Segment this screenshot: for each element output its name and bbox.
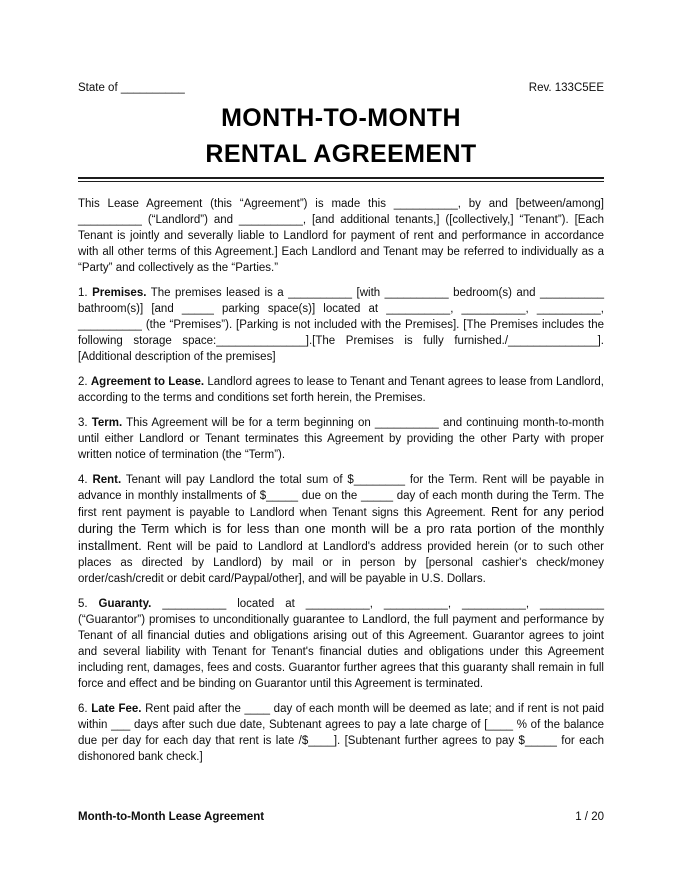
- section-6-late-fee: [78, 701, 604, 765]
- section-body: This Agreement will be for a term beginning on __________ and continuing month-to-month until either Landlord or Tenant terminates this Agreement by providing the other Party with proper written notice of termination (the “Term”).: [78, 417, 604, 461]
- section-heading: Guaranty.: [98, 598, 152, 610]
- section-number: 5.: [78, 598, 88, 610]
- section-body: The premises leased is a __________ [with __________ bedroom(s) and __________ bathroom(s)] [and _____ parking space(s)] located at __________, __________, __________, __________ (the “Premises”). [Parking is not included with the Premises]. [The Premises includes the following storage space:______________].[The Premises is fully furnished./______________]. [Additional description of the premises]: [78, 287, 604, 363]
- document-title-line1: MONTH-TO-MONTH: [221, 104, 461, 132]
- section-1-premises: [78, 285, 604, 365]
- footer-page-indicator: 1 / 20: [575, 811, 604, 823]
- section-number: 6.: [78, 703, 88, 715]
- section-body: Tenant will pay Landlord the total sum of $________ for the Term. Rent will be payable in advance in monthly installments of $_____ due on the _____ day of each month during the Term. The first rent payment is payable to Landlord when Tenant signs this Agreement.: [78, 474, 604, 519]
- document-body: [78, 196, 604, 765]
- title-divider-rule: [78, 177, 604, 182]
- document-footer: [78, 811, 604, 824]
- section-number: 4.: [78, 474, 88, 486]
- document-title-line2: RENTAL AGREEMENT: [205, 140, 477, 168]
- section-number: 1.: [78, 287, 88, 299]
- section-heading: Late Fee.: [91, 703, 142, 715]
- section-number: 3.: [78, 417, 88, 429]
- document-title: [78, 100, 604, 172]
- section-body: __________ located at __________, __________, __________, __________ (“Guarantor”) promises to unconditionally guarantee to Landlord, the full payment and performance by Tenant of all financial duties and obligations arising out of this Agreement. Guarantor agrees to joint and several liability with Tenant for Tenant's financial duties and obligations under this Agreement including rent, damages, fees and costs. Guarantor further agrees that this guaranty shall remain in full force and effect and be binding on Guarantor until this Agreement is terminated.: [78, 598, 605, 690]
- section-body-alt-typeface: Rent for any period during the Term which is for less than one month will be a pro rata portion of the monthly installment.: [78, 505, 605, 553]
- section-body: Rent will be paid to Landlord at Landlord's address provided herein (or to such other places as directed by Landlord) by mail or in person by [personal cashier's check/money order/cash/credit or debit card/Paypal/other], and will be payable in U.S. Dollars.: [78, 541, 604, 585]
- section-number: 2.: [78, 376, 88, 388]
- section-heading: Agreement to Lease.: [90, 376, 205, 388]
- document-header: [78, 82, 604, 95]
- section-heading: Rent.: [92, 474, 122, 486]
- section-3-term: [78, 415, 604, 463]
- section-heading: Term.: [91, 417, 123, 429]
- intro-paragraph: This Lease Agreement (this “Agreement”) is made this __________, by and [between/among] __________ (“Landlord”) and __________, [and additional tenants,] ([collectively,] “Tenant”). [Each Tenant is jointly and severally liable to Landlord for payment of rent and performance in accordance with all other terms of this Agreement.] Each Landlord and Tenant may be referred to individually as a “Party” and collectively as the “Parties.”: [78, 198, 604, 274]
- section-body: Landlord agrees to lease to Tenant and Tenant agrees to lease from Landlord, according to the terms and conditions set forth herein, the Premises.: [78, 376, 605, 404]
- footer-doc-name: Month-to-Month Lease Agreement: [78, 811, 265, 823]
- section-body: Rent paid after the ____ day of each month will be deemed as late; and if rent is not paid within ___ days after such due date, Subtenant agrees to pay a late charge of [____ % of the balance due per day for each day that rent is late /$____]. [Subtenant further agrees to pay $_____ for each dishonored bank check.]: [78, 703, 605, 763]
- revision-label: Rev. 133C5EE: [528, 82, 604, 94]
- section-heading: Premises.: [92, 287, 147, 299]
- section-4-rent: [78, 472, 604, 587]
- state-of-label: State of __________: [78, 82, 185, 94]
- section-2-agreement-to-lease: [78, 374, 604, 406]
- section-5-guaranty: [78, 596, 604, 692]
